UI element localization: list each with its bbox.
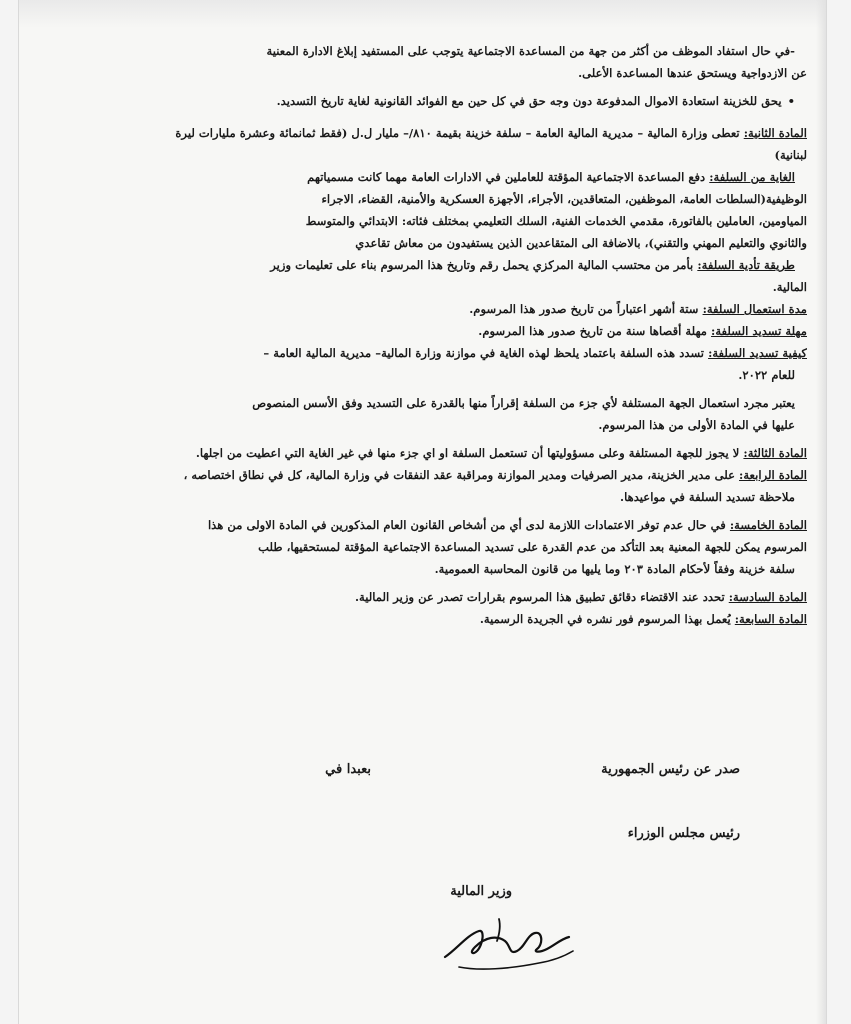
article-5-label: المادة الخامسة:	[729, 518, 807, 532]
issued-place: بعبدا في	[325, 762, 371, 777]
article-2-text-cont: لبنانية)	[774, 148, 807, 162]
method-line-2: المالية.	[772, 280, 807, 294]
article-4-line-2: ملاحظة تسديد السلفة في مواعيدها.	[620, 490, 795, 504]
purpose-line-4: والثانوي والتعليم المهني والتقني)، بالاضافة الى المتقاعدين الذين يستفيدون من معاش تقاعدي	[355, 236, 807, 250]
article-6	[107, 586, 807, 608]
treasury-recovery-line: • يحق للخزينة استعادة الاموال المدفوعة دون وجه حق في كل حين مع الفوائد القانونية لغاية تاريخ التسديد.	[107, 90, 807, 112]
article-6-label: المادة السادسة:	[728, 590, 807, 604]
finance-minister-signature	[439, 905, 579, 980]
repayment-method-text: تسدد هذه السلفة باعتماد يلحظ لهذه الغاية في موازنة وزارة المالية– مديرية المالية العامة –	[263, 346, 705, 360]
article-6-text: تحدد عند الاقتضاء دقائق تطبيق هذا المرسوم بقرارات تصدر عن وزير المالية.	[354, 590, 725, 604]
purpose-label: الغاية من السلفة:	[709, 170, 795, 184]
usage-period-label: مدة استعمال السلفة:	[702, 302, 807, 316]
article-7-label: المادة السابعة:	[734, 612, 807, 626]
article-4	[107, 464, 807, 486]
purpose-line-2: الوظيفية(السلطات العامة، الموظفين، المتعاقدين، الأجراء، الأجهزة العسكرية والأمنية، القضاء، الاجراء	[321, 192, 807, 206]
top-scan-edge	[19, 0, 826, 28]
method-text: بأمر من محتسب المالية المركزي يحمل رقم وتاريخ هذا المرسوم بناء على تعليمات وزير	[270, 258, 694, 272]
article-5-text: في حال عدم توفر الاعتمادات اللازمة لدى أي من أشخاص القانون العام المذكورين في المادة الاولى من هذا	[207, 518, 726, 532]
article-4-text: على مدير الخزينة، مدير الصرفيات ومدير الموازنة ومراقبة عقد النفقات في وزارة المالية، كل في نطاق اختصاصه ،	[183, 468, 735, 482]
usage-period-text: ستة أشهر اعتباراً من تاريخ صدور هذا المرسوم.	[469, 302, 699, 316]
method-label: طريقة تأدية السلفة:	[697, 258, 795, 272]
article-2	[107, 122, 807, 144]
margin-shadow	[816, 0, 826, 1024]
method-line	[107, 254, 807, 276]
article-3-text: لا يجوز للجهة المستلفة وعلى مسؤوليتها أن تستعمل السلفة او اي جزء منها في غير الغاية التي اعطيت من اجلها.	[195, 446, 740, 460]
purpose-line-1	[107, 166, 807, 188]
repayment-deadline-line	[107, 320, 807, 342]
article-5-line-3: سلفة خزينة وفقاً لأحكام المادة ۲۰۳ وما يليها من قانون المحاسبة العمومية.	[434, 562, 795, 576]
document-page	[18, 0, 827, 1024]
repayment-deadline-text: مهلة أقصاها سنة من تاريخ صدور هذا المرسوم.	[478, 324, 707, 338]
note-line-2: عليها في المادة الأولى من هذا المرسوم.	[598, 418, 795, 432]
purpose-line-3: المياومين، العاملين بالفاتورة، مقدمي الخدمات الفنية، السلك التعليمي بمختلف فئاته: الابتدائي والمتوسط	[305, 214, 807, 228]
dual-benefit-line-1: -في حال استفاد الموظف من أكثر من جهة من المساعدة الاجتماعية يتوجب على المستفيد إبلاغ الادارة المعنية	[266, 44, 795, 58]
finance-minister-title: وزير المالية	[450, 884, 512, 899]
article-3-label: المادة الثالثة:	[743, 446, 807, 460]
repayment-method-line	[107, 342, 807, 364]
article-5	[107, 514, 807, 536]
dual-benefit-line-2: عن الازدواجية ويستحق عندها المساعدة الأعلى.	[578, 66, 807, 80]
note-line-1: يعتبر مجرد استعمال الجهة المستلفة لأي جزء من السلفة إقراراً منها بالقدرة على التسديد وفق الأسس المنصوص	[252, 396, 795, 410]
article-5-line-2: المرسوم يمكن للجهة المعنية بعد التأكد من عدم القدرة على تسديد المساعدة الاجتماعية المؤقتة لمستحقيها، طلب	[258, 540, 807, 554]
usage-period-line	[107, 298, 807, 320]
article-2-label: المادة الثانية:	[743, 126, 807, 140]
article-7	[107, 608, 807, 630]
purpose-text-1: دفع المساعدة الاجتماعية المؤقتة للعاملين في الادارات العامة مهما كانت مسمياتهم	[307, 170, 706, 184]
prime-minister-title: رئيس مجلس الوزراء	[627, 826, 740, 841]
article-4-label: المادة الرابعة:	[739, 468, 807, 482]
repayment-deadline-label: مهلة تسديد السلفة:	[711, 324, 807, 338]
article-7-text: يُعمل بهذا المرسوم فور نشره في الجريدة الرسمية.	[479, 612, 731, 626]
article-2-text: تعطى وزارة المالية – مديرية المالية العامة – سلفة خزينة بقيمة ۸۱۰/– مليار ل.ل (فقط ثمانمائة وعشرة مليارات ليرة	[175, 126, 740, 140]
decree-body	[107, 40, 807, 630]
repayment-method-label: كيفية تسديد السلفة:	[708, 346, 807, 360]
issued-by-president: صدر عن رئيس الجمهورية	[601, 762, 740, 777]
repayment-method-line-2: للعام ۲۰۲۲.	[738, 368, 795, 382]
article-3	[107, 442, 807, 464]
